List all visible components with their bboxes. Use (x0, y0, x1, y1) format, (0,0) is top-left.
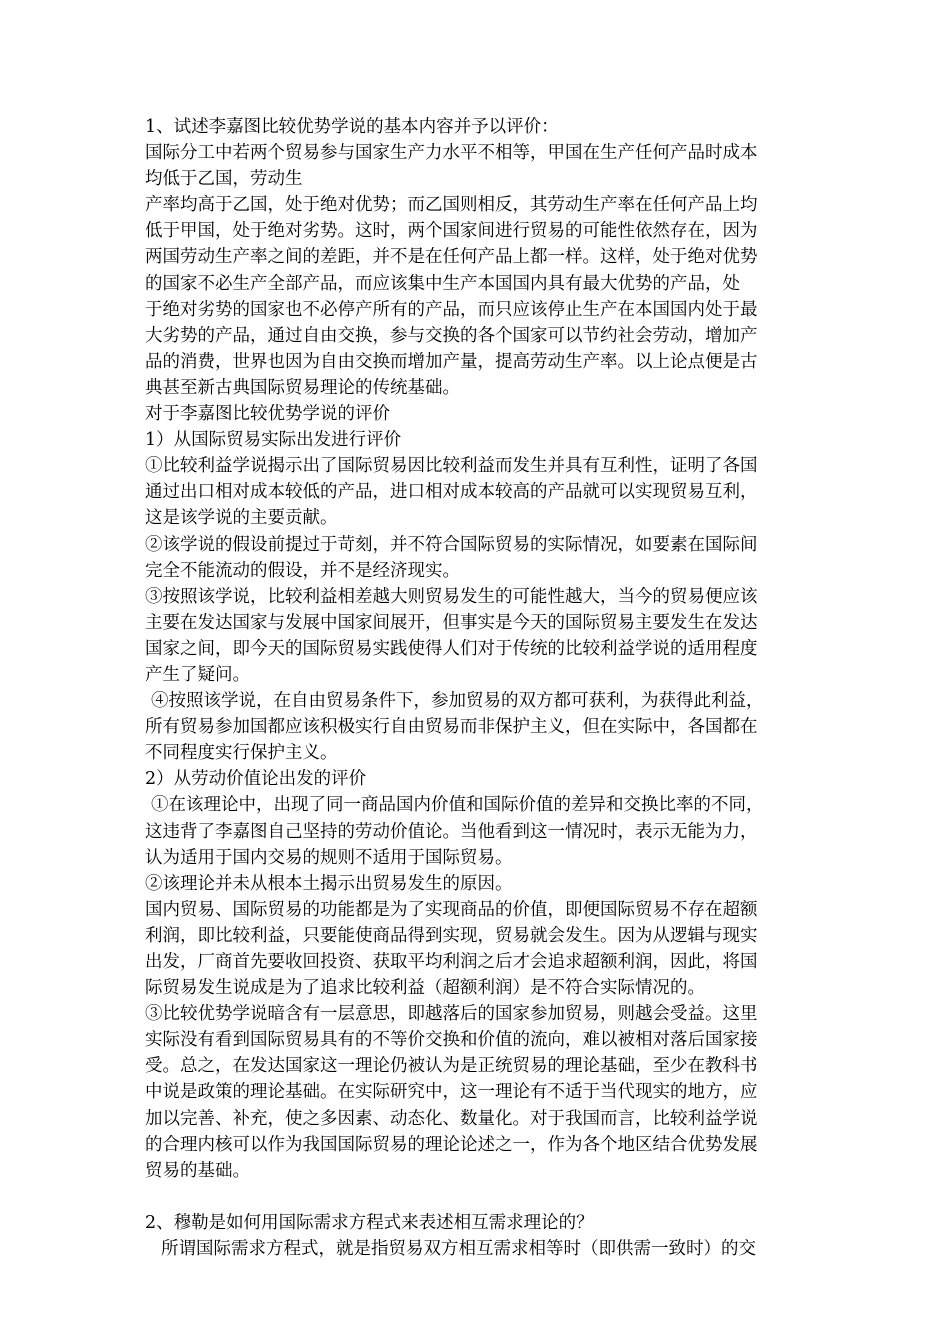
text-line: 这违背了李嘉图自己坚持的劳动价值论。当他看到这一情况时，表示无能为力， (145, 821, 758, 842)
text-line: 产率均高于乙国，处于绝对优势；而乙国则相反，其劳动生产率在任何产品上均 (145, 195, 758, 216)
document-body (145, 114, 811, 1262)
text-line: 典甚至新古典国际贸易理论的传统基础。 (145, 377, 460, 398)
question-2-heading: 2、穆勒是如何用国际需求方程式来表述相互需求理论的？ (145, 1212, 594, 1233)
text-line: 国内贸易、国际贸易的功能都是为了实现商品的价值，即便国际贸易不存在超额 (145, 899, 758, 920)
text-line: 品的消费，世界也因为自由交换而增加产量，提高劳动生产率。以上论点便是古 (145, 351, 758, 372)
text-line: 际贸易发生说成是为了追求比较利益（超额利润）是不符合实际情况的。 (145, 978, 705, 999)
text-line: ③按照该学说，比较利益相差越大则贸易发生的可能性越大，当今的贸易便应该 (145, 586, 758, 607)
text-line: ②该理论并未从根本土揭示出贸易发生的原因。 (145, 873, 513, 894)
text-line: ②该学说的假设前提过于苛刻，并不符合国际贸易的实际情况，如要素在国际间 (145, 534, 758, 555)
text-line: 加以完善、补充，使之多因素、动态化、数量化。对于我国而言，比较利益学说 (145, 1108, 758, 1129)
text-line: 国家之间，即今天的国际贸易实践使得人们对于传统的比较利益学说的适用程度 (145, 638, 758, 659)
text-line: ③比较优势学说暗含有一层意思，即越落后的国家参加贸易，则越会受益。这里 (145, 1004, 758, 1025)
subsection-heading: 2）从劳动价值论出发的评价 (145, 769, 367, 790)
text-line: 贸易的基础。 (145, 1160, 250, 1181)
text-line: ④按照该学说，在自由贸易条件下，参加贸易的双方都可获利，为获得此利益， (151, 691, 764, 712)
text-line: 认为适用于国内交易的规则不适用于国际贸易。 (145, 847, 513, 868)
text-line: 所谓国际需求方程式，就是指贸易双方相互需求相等时（即供需一致时）的交 (161, 1238, 756, 1259)
text-line: 均低于乙国，劳动生 (145, 169, 303, 190)
blank-line (145, 1184, 811, 1210)
text-line: 这是该学说的主要贡献。 (145, 508, 338, 529)
text-line: 产生了疑问。 (145, 664, 250, 685)
text-line: 国际分工中若两个贸易参与国家生产力水平不相等，甲国在生产任何产品时成本 (145, 143, 758, 164)
subsection-heading: 1）从国际贸易实际出发进行评价 (145, 430, 402, 451)
question-1-heading: 1、试述李嘉图比较优势学说的基本内容并予以评价： (145, 117, 559, 137)
text-line: 低于甲国，处于绝对劣势。这时，两个国家间进行贸易的可能性依然存在，因为 (145, 221, 758, 242)
text-line: 主要在发达国家与发展中国家间展开，但事实是今天的国际贸易主要发生在发达 (145, 612, 758, 633)
text-line: 完全不能流动的假设，并不是经济现实。 (145, 560, 460, 581)
text-line: 通过出口相对成本较低的产品，进口相对成本较高的产品就可以实现贸易互利， (145, 482, 758, 503)
text-line: 两国劳动生产率之间的差距，并不是在任何产品上都一样。这样，处于绝对优势 (145, 247, 758, 268)
text-line: 不同程度实行保护主义。 (145, 743, 338, 764)
text-line: 大劣势的产品，通过自由交换，参与交换的各个国家可以节约社会劳动，增加产 (145, 325, 758, 346)
text-line: 受。总之，在发达国家这一理论仍被认为是正统贸易的理论基础，至少在教科书 (145, 1056, 758, 1077)
text-line: 的合理内核可以作为我国国际贸易的理论论述之一，作为各个地区结合优势发展 (145, 1134, 758, 1155)
text-line: 出发，厂商首先要收回投资、获取平均利润之后才会追求超额利润，因此，将国 (145, 952, 758, 972)
text-line: 利润，即比较利益，只要能使商品得到实现，贸易就会发生。因为从逻辑与现实 (145, 925, 758, 946)
text-line: ①比较利益学说揭示出了国际贸易因比较利益而发生并具有互利性，证明了各国 (145, 456, 758, 477)
section-heading: 对于李嘉图比较优势学说的评价 (145, 404, 390, 425)
text-line: 的国家不必生产全部产品，而应该集中生产本国国内具有最大优势的产品，处 (145, 273, 740, 294)
text-line: 中说是政策的理论基础。在实际研究中，这一理论有不适于当代现实的地方，应 (145, 1082, 758, 1103)
text-line: ①在该理论中，出现了同一商品国内价值和国际价值的差异和交换比率的不同， (151, 795, 764, 816)
text-line: 所有贸易参加国都应该积极实行自由贸易而非保护主义，但在实际中，各国都在 (145, 717, 758, 738)
text-line: 实际没有看到国际贸易具有的不等价交换和价值的流向，难以被相对落后国家接 (145, 1030, 758, 1051)
text-line: 于绝对劣势的国家也不必停产所有的产品，而只应该停止生产在本国国内处于最 (145, 299, 758, 320)
